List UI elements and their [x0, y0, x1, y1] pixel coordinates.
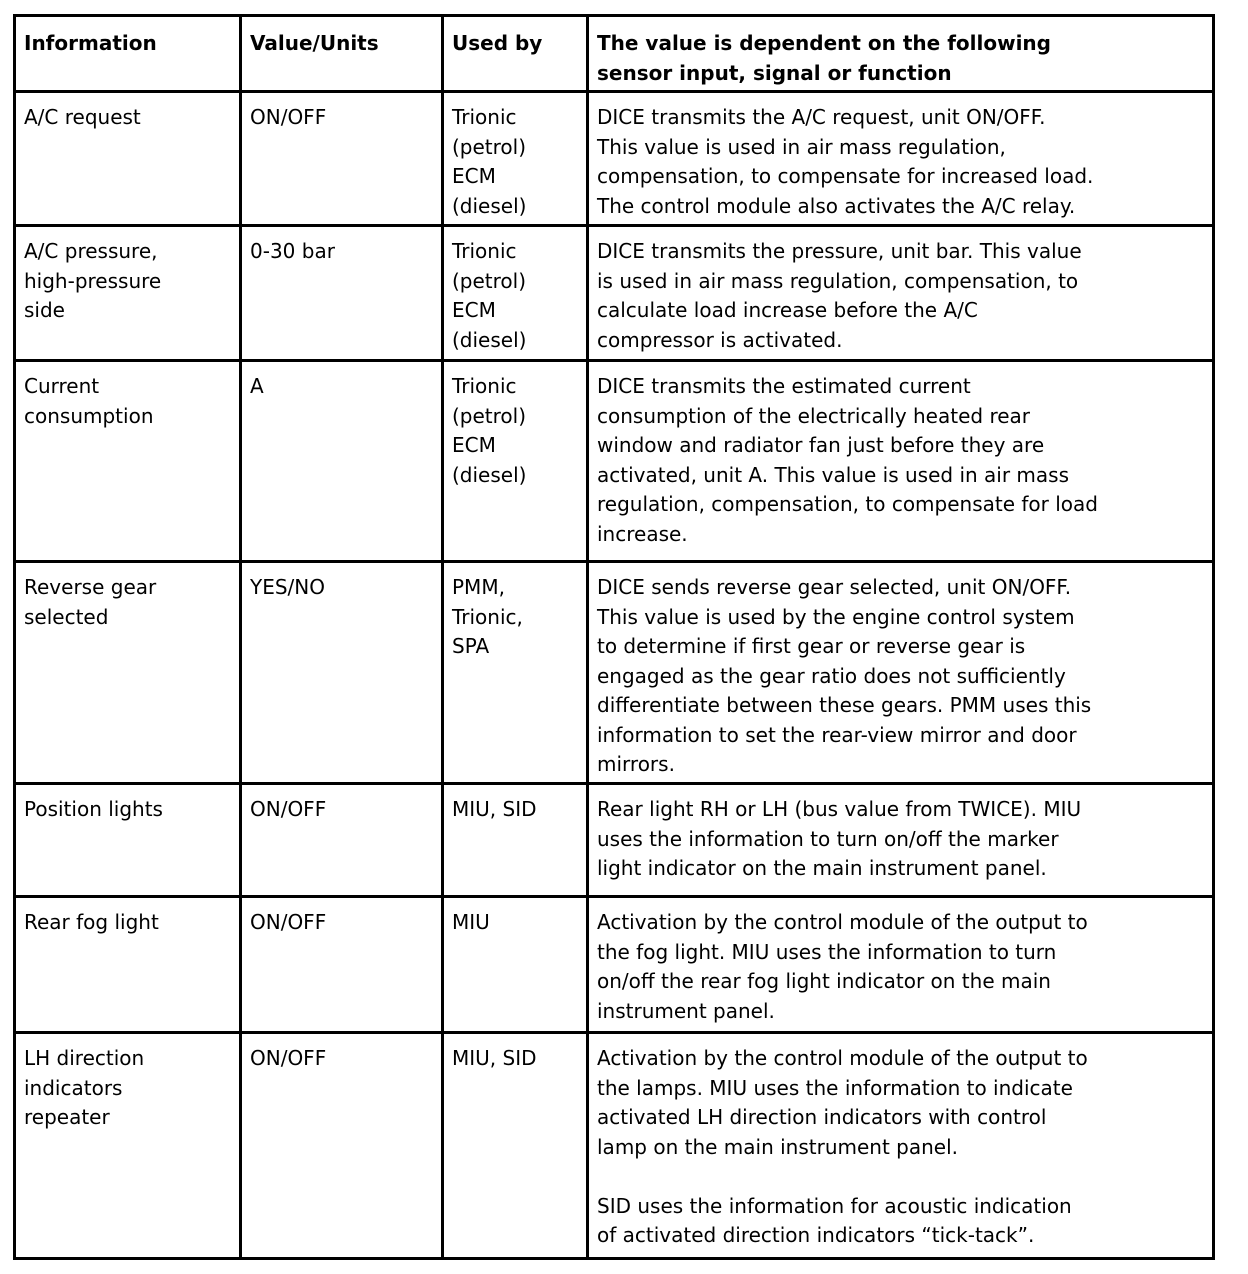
text-line: SID uses the information for acoustic indication	[597, 1193, 1072, 1218]
table-body	[15, 92, 1214, 1259]
table-row	[15, 784, 1214, 897]
text-line: A/C request	[24, 105, 141, 129]
cell-description	[588, 361, 1214, 562]
text-line: the lamps. MIU uses the information to indicate	[597, 1075, 1073, 1100]
text-line: Rear fog light	[24, 910, 159, 934]
cell-description	[588, 92, 1214, 226]
text-line: Rear light RH or LH (bus value from TWICE). MIU	[597, 797, 1082, 821]
text-line: regulation, compensation, to compensate for load	[597, 492, 1098, 516]
cell-value-units	[241, 784, 443, 897]
text-line: ECM	[452, 298, 496, 322]
text-line: lamp on the main instrument panel.	[597, 1134, 959, 1159]
cell-description	[588, 562, 1214, 784]
text-line: ON/OFF	[250, 910, 327, 934]
cell-used-by	[443, 784, 588, 897]
cell-value-units	[241, 1033, 443, 1259]
table-row	[15, 897, 1214, 1033]
text-line: Reverse gear	[24, 575, 157, 599]
text-line: ECM	[452, 433, 496, 457]
text-line: to determine if first gear or reverse gear is	[597, 634, 1026, 658]
text-line: DICE transmits the pressure, unit bar. This value	[597, 239, 1082, 263]
cell-information	[15, 226, 241, 361]
cell-used-by	[443, 361, 588, 562]
text-line: MIU	[452, 910, 490, 934]
text-line: engaged as the gear ratio does not sufficiently	[597, 663, 1066, 688]
text-line: ON/OFF	[250, 1046, 327, 1070]
text-line: repeater	[24, 1105, 110, 1129]
text-line: selected	[24, 604, 109, 629]
text-line: PMM,	[452, 575, 505, 599]
text-line: Value/Units	[250, 31, 379, 55]
text-line: window and radiator fan just before they are	[597, 433, 1045, 457]
text-line: activated LH direction indicators with control	[597, 1105, 1047, 1129]
text-line: DICE transmits the estimated current	[597, 374, 971, 398]
text-line: information to set the rear-view mirror and door	[597, 722, 1077, 747]
cell-description	[588, 1033, 1214, 1259]
text-line: SPA	[452, 634, 490, 658]
cell-information	[15, 562, 241, 784]
text-line: Trionic,	[452, 604, 523, 629]
text-line: Trionic	[452, 374, 517, 398]
cell-information	[15, 92, 241, 226]
cell-value-units	[241, 92, 443, 226]
cell-description	[588, 784, 1214, 897]
text-line: on/off the rear fog light indicator on the main	[597, 969, 1051, 993]
cell-used-by	[443, 897, 588, 1033]
text-line: light indicator on the main instrument panel.	[597, 856, 1047, 880]
text-line: mirrors.	[597, 752, 675, 776]
cell-information	[15, 897, 241, 1033]
text-line: high-pressure	[24, 268, 162, 293]
text-line	[597, 1162, 1206, 1192]
cell-used-by	[443, 562, 588, 784]
text-line: The value is dependent on the following	[597, 31, 1051, 55]
text-line: consumption	[24, 403, 154, 428]
cell-used-by	[443, 1033, 588, 1259]
text-line: ECM	[452, 164, 496, 188]
table-row	[15, 92, 1214, 226]
text-line: uses the information to turn on/off the marker	[597, 826, 1059, 851]
cell-value-units	[241, 562, 443, 784]
text-line: Used by	[452, 31, 543, 55]
text-line: differentiate between these gears. PMM uses this	[597, 693, 1092, 717]
text-line: of activated direction indicators “tick-tack”.	[597, 1223, 1035, 1247]
text-line: (petrol)	[452, 403, 527, 428]
text-line: compensation, to compensate for increased load.	[597, 164, 1094, 188]
text-line: consumption of the electrically heated rear	[597, 403, 1031, 428]
text-line: side	[24, 298, 65, 322]
text-line: Trionic	[452, 105, 517, 129]
text-line: Trionic	[452, 239, 517, 263]
text-line: the fog light. MIU uses the information to turn	[597, 939, 1057, 964]
cell-used-by	[443, 92, 588, 226]
text-line: Activation by the control module of the output to	[597, 1046, 1088, 1070]
text-line: MIU, SID	[452, 1046, 537, 1070]
header-used-by	[443, 16, 588, 92]
text-line: is used in air mass regulation, compensation, to	[597, 268, 1079, 293]
text-line: The control module also activates the A/C relay.	[597, 193, 1076, 218]
text-line: ON/OFF	[250, 105, 327, 129]
text-line: (petrol)	[452, 134, 527, 159]
table-header-row	[15, 16, 1214, 92]
text-line: compressor is activated.	[597, 327, 843, 352]
table-row	[15, 1033, 1214, 1259]
text-line: This value is used by the engine control system	[597, 604, 1075, 629]
text-line: A/C pressure,	[24, 239, 158, 263]
text-line: DICE sends reverse gear selected, unit ON/OFF.	[597, 575, 1072, 599]
table-row	[15, 562, 1214, 784]
text-line: A	[250, 374, 264, 398]
text-line: YES/NO	[250, 575, 325, 599]
text-line: This value is used in air mass regulation,	[597, 134, 1006, 159]
cell-value-units	[241, 361, 443, 562]
info-table	[13, 14, 1215, 1260]
text-line: instrument panel.	[597, 998, 775, 1023]
cell-value-units	[241, 226, 443, 361]
text-line: indicators	[24, 1075, 123, 1100]
table-row	[15, 361, 1214, 562]
text-line: DICE transmits the A/C request, unit ON/OFF.	[597, 105, 1046, 129]
text-line: Activation by the control module of the output to	[597, 910, 1088, 934]
table-row	[15, 226, 1214, 361]
text-line: Position lights	[24, 797, 163, 821]
cell-information	[15, 784, 241, 897]
text-line: MIU, SID	[452, 797, 537, 821]
text-line: (diesel)	[452, 193, 527, 218]
text-line: Current	[24, 374, 100, 398]
text-line: LH direction	[24, 1046, 145, 1070]
text-line: (petrol)	[452, 268, 527, 293]
cell-description	[588, 226, 1214, 361]
cell-value-units	[241, 897, 443, 1033]
header-value-units	[241, 16, 443, 92]
text-line: calculate load increase before the A/C	[597, 298, 978, 322]
header-information	[15, 16, 241, 92]
text-line: (diesel)	[452, 462, 527, 487]
text-line: (diesel)	[452, 327, 527, 352]
cell-information	[15, 1033, 241, 1259]
cell-information	[15, 361, 241, 562]
text-line: activated, unit A. This value is used in air mass	[597, 462, 1070, 487]
cell-description	[588, 897, 1214, 1033]
text-line: 0-30 bar	[250, 239, 335, 263]
text-line: sensor input, signal or function	[597, 60, 952, 85]
text-line: increase.	[597, 521, 688, 546]
header-dependency	[588, 16, 1214, 92]
text-line: ON/OFF	[250, 797, 327, 821]
cell-used-by	[443, 226, 588, 361]
text-line: Information	[24, 31, 157, 55]
